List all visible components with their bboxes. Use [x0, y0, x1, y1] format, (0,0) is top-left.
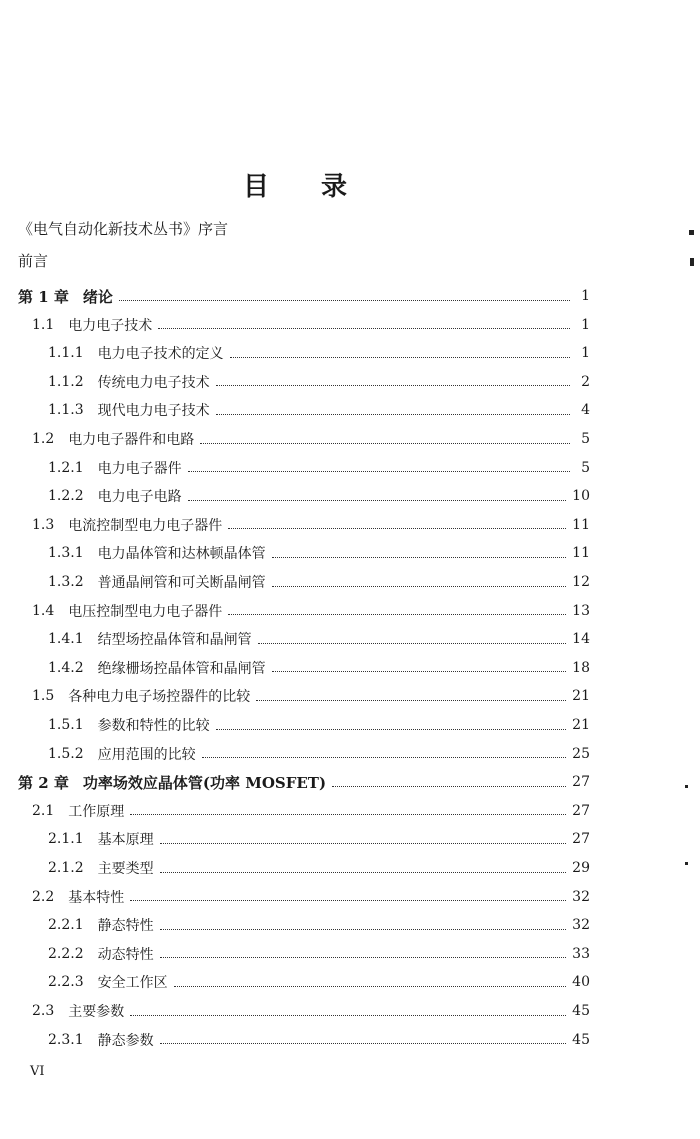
- toc-entry-title: 电力电子电路: [97, 489, 182, 506]
- toc-entry: [0, 511, 590, 539]
- scan-speck: [689, 230, 694, 235]
- toc-entry-number: 1.1.1: [48, 345, 84, 362]
- toc-entry: [0, 911, 590, 939]
- toc-entry-title: 基本原理: [97, 832, 154, 849]
- toc-entry: [0, 482, 590, 510]
- toc-entry-title: 绝缘栅场控晶体管和晶闸管: [97, 660, 266, 677]
- scan-speck: [685, 862, 688, 865]
- toc-entry-page: 2: [581, 373, 590, 390]
- toc-entry-page: 5: [581, 459, 590, 476]
- toc-entry: [0, 368, 590, 396]
- toc-entry-page: 32: [572, 917, 590, 934]
- toc-entry-title: 功率场效应晶体管(功率 MOSFET): [82, 773, 327, 792]
- toc-entry-title: 动态特性: [97, 946, 154, 963]
- toc-entry-number: 1.4.1: [48, 631, 84, 648]
- toc-entry-title: 电力电子技术的定义: [97, 346, 224, 363]
- toc-entry-page: 4: [581, 402, 590, 419]
- toc-leader-dots: [119, 300, 570, 301]
- toc-entry-page: 27: [572, 831, 590, 848]
- front-matter-preface: 前言: [18, 252, 49, 270]
- toc-entry: [0, 282, 590, 310]
- toc-entry-page: 29: [572, 860, 590, 876]
- page-title: [0, 166, 590, 203]
- toc-leader-dots: [272, 671, 567, 672]
- toc-entry-title: 静态特性: [97, 918, 154, 935]
- toc-entry-number: 1.5.2: [48, 745, 84, 762]
- toc-entry: [0, 854, 590, 882]
- toc-entry-page: 21: [572, 717, 590, 733]
- toc-entry-number: 2.1.2: [48, 860, 84, 876]
- toc-leader-dots: [216, 729, 567, 730]
- toc-entry: [0, 539, 590, 567]
- toc-entry-title: 主要参数: [68, 1004, 125, 1020]
- toc-entry-title: 应用范围的比较: [97, 746, 196, 763]
- toc-entry-number: 1.4: [32, 602, 55, 619]
- toc-entry: [0, 396, 590, 424]
- toc-entry: [0, 1026, 590, 1054]
- toc-entry: [0, 625, 590, 653]
- toc-entry-number: 2.2.1: [48, 917, 84, 934]
- toc-leader-dots: [228, 614, 566, 615]
- toc-leader-dots: [188, 471, 570, 472]
- toc-entry-page: 40: [572, 974, 590, 991]
- toc-leader-dots: [258, 643, 567, 644]
- toc-entry-number: 第 1 章: [18, 287, 69, 306]
- toc-entry-title: 电力电子技术: [68, 317, 153, 334]
- toc-entry-number: 1.5: [32, 688, 55, 705]
- toc-entry-page: 27: [572, 802, 590, 819]
- toc-entry-number: 1.2.2: [48, 488, 84, 505]
- toc-entry: [0, 311, 590, 339]
- toc-entry-page: 45: [572, 1031, 590, 1048]
- toc-entry-title: 电压控制型电力电子器件: [68, 603, 223, 620]
- toc-entry-title: 现代电力电子技术: [97, 403, 210, 420]
- toc-entry-page: 1: [581, 316, 590, 333]
- toc-leader-dots: [160, 1043, 567, 1044]
- toc-entry-number: 1.2.1: [48, 459, 84, 476]
- toc-entry-title: 基本特性: [68, 889, 125, 906]
- toc-entry-number: 1.1.2: [48, 373, 84, 390]
- toc-entry: [0, 940, 590, 968]
- toc-leader-dots: [200, 443, 570, 444]
- toc-entry: [0, 768, 590, 796]
- toc-leader-dots: [130, 900, 566, 901]
- toc-leader-dots: [202, 757, 567, 758]
- toc-entry-number: 1.4.2: [48, 659, 84, 676]
- toc-entry-title: 各种电力电子场控器件的比较: [68, 689, 251, 706]
- toc-entry-title: 安全工作区: [97, 975, 168, 992]
- toc-entry-page: 27: [572, 774, 590, 791]
- toc-entry-number: 1.1: [32, 316, 55, 333]
- toc-leader-dots: [216, 385, 570, 386]
- toc-entry-number: 2.3.1: [48, 1031, 84, 1048]
- toc-entry-page: 11: [572, 516, 590, 533]
- toc-entry-title: 工作原理: [68, 803, 125, 820]
- toc-entry: [0, 454, 590, 482]
- toc-entry-page: 33: [572, 945, 590, 962]
- toc-entry-page: 25: [572, 745, 590, 762]
- toc-entry: [0, 825, 590, 853]
- toc-entry-number: 1.5.1: [48, 717, 84, 733]
- toc-entry-title: 电力晶体管和达林顿晶体管: [97, 546, 266, 563]
- toc-entry-title: 普通晶闸管和可关断晶闸管: [97, 575, 266, 591]
- toc-entry-number: 第 2 章: [18, 773, 69, 792]
- page-folio: VI: [30, 1064, 45, 1079]
- toc-leader-dots: [228, 528, 566, 529]
- toc-entry-title: 传统电力电子技术: [97, 374, 210, 391]
- toc-entry: [0, 797, 590, 825]
- toc-entry-page: 45: [572, 1003, 590, 1019]
- toc-entry-number: 2.1: [32, 802, 55, 819]
- toc-entry: [0, 339, 590, 367]
- toc-leader-dots: [160, 872, 567, 873]
- toc-leader-dots: [158, 328, 570, 329]
- scan-speck: [690, 258, 694, 266]
- toc-entry-title: 结型场控晶体管和晶闸管: [97, 632, 252, 649]
- toc-entry-number: 1.3.2: [48, 574, 84, 590]
- toc-entry-title: 绪论: [82, 287, 113, 306]
- toc-entry-page: 11: [572, 545, 590, 562]
- front-matter-series-preface: 《电气自动化新技术丛书》序言: [18, 220, 229, 238]
- toc-leader-dots: [332, 786, 566, 787]
- toc-entry-number: 2.3: [32, 1003, 55, 1019]
- toc-entry-number: 2.2: [32, 888, 55, 905]
- toc-entry-page: 12: [572, 574, 590, 590]
- toc-leader-dots: [272, 586, 567, 587]
- toc-leader-dots: [160, 843, 567, 844]
- toc-entry: [0, 740, 590, 768]
- toc-entry-page: 14: [572, 631, 590, 648]
- title-char-2: 录: [321, 172, 348, 202]
- toc-leader-dots: [174, 986, 567, 987]
- toc-entry-page: 21: [572, 688, 590, 705]
- toc-entry-number: 1.2: [32, 431, 55, 447]
- toc-leader-dots: [130, 1015, 566, 1016]
- toc-entry: [0, 568, 590, 596]
- toc-entry-title: 电力电子器件: [97, 460, 182, 477]
- scan-speck: [685, 785, 688, 788]
- toc-entry-title: 参数和特性的比较: [97, 718, 210, 734]
- toc-entry: [0, 654, 590, 682]
- toc-leader-dots: [160, 929, 567, 930]
- toc-entry-number: 1.3.1: [48, 545, 84, 562]
- toc-entry-page: 13: [572, 602, 590, 619]
- toc-leader-dots: [272, 557, 567, 558]
- toc-entry-title: 电流控制型电力电子器件: [68, 517, 223, 534]
- toc-leader-dots: [216, 414, 570, 415]
- toc-entry: [0, 682, 590, 710]
- toc-leader-dots: [188, 500, 567, 501]
- toc-entry: [0, 597, 590, 625]
- toc-entry-number: 2.2.2: [48, 945, 84, 962]
- toc-entry-number: 2.1.1: [48, 831, 84, 848]
- toc-entry-title: 主要类型: [97, 861, 154, 877]
- toc-entry-page: 5: [581, 431, 590, 447]
- toc-entry: [0, 997, 590, 1025]
- toc-entry-title: 电力电子器件和电路: [68, 432, 195, 448]
- toc-entry-number: 1.3: [32, 516, 55, 533]
- toc-entry-page: 1: [581, 288, 590, 304]
- toc-leader-dots: [160, 957, 567, 958]
- toc-entry-number: 2.2.3: [48, 974, 84, 991]
- toc-leader-dots: [256, 700, 566, 701]
- toc-entry: [0, 968, 590, 996]
- toc-entry: [0, 425, 590, 453]
- toc-entry-page: 32: [572, 888, 590, 905]
- toc-entry-number: 1.1.3: [48, 402, 84, 419]
- toc-entry: [0, 711, 590, 739]
- toc-leader-dots: [130, 814, 566, 815]
- title-char-1: 目: [242, 172, 269, 202]
- toc-entry: [0, 883, 590, 911]
- toc-leader-dots: [230, 357, 570, 358]
- toc-entry-title: 静态参数: [97, 1032, 154, 1049]
- toc-entry-page: 10: [572, 488, 590, 505]
- toc-entry-page: 18: [572, 659, 590, 676]
- toc-entry-page: 1: [581, 345, 590, 362]
